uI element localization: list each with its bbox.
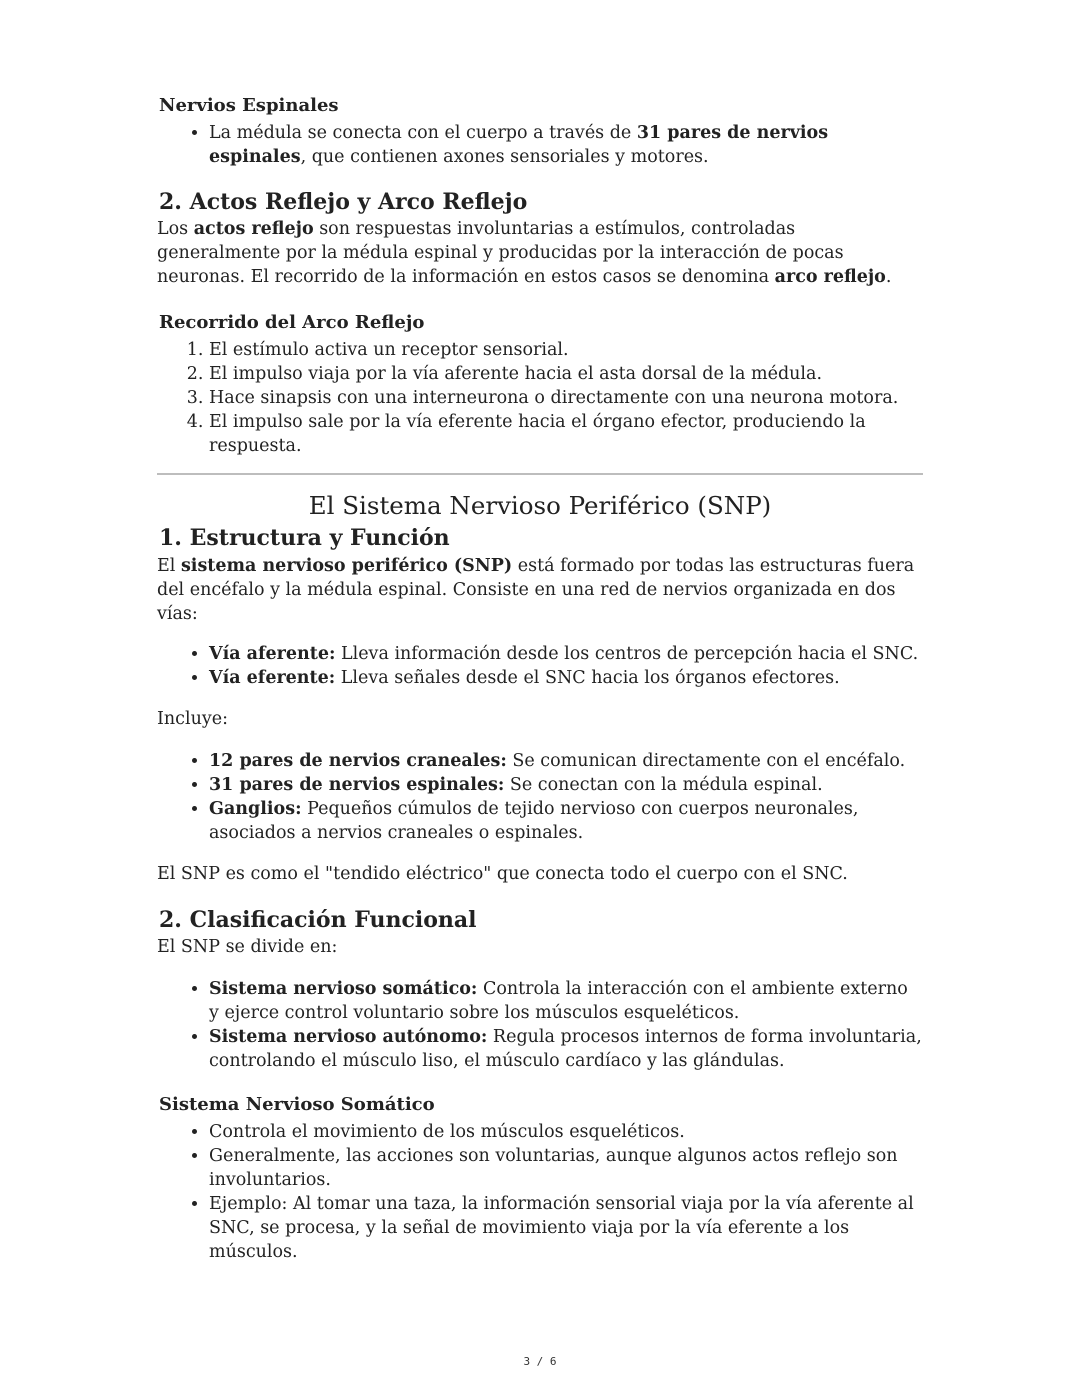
list-item: • Generalmente, las acciones son voluntarias, aunque algunos actos reflejo son involuntarios. (209, 1144, 923, 1192)
list-item: • 31 pares de nervios espinales: Se conectan con la médula espinal. (209, 773, 923, 797)
actos-reflejo-paragraph: Los actos reflejo son respuestas involuntarias a estímulos, controladas generalmente por la médula espinal y producidas por la interacción de pocas neuronas. El recorrido de la información en estos casos se denomina arco reflejo. (157, 219, 892, 287)
recorrido-steps (157, 338, 923, 458)
recorrido-heading: Recorrido del Arco Reflejo (159, 312, 425, 333)
page-title: El Sistema Nervioso Periférico (SNP) (308, 491, 772, 520)
estructura-paragraph: El sistema nervioso periférico (SNP) está formado por todas las estructuras fuera del encéfalo y la médula espinal. Consiste en una red de nervios organizada en dos vías: (157, 556, 915, 624)
list-item: • La médula se conecta con el cuerpo a través de 31 pares de nervios espinales, que contienen axones sensoriales y motores. (209, 121, 923, 169)
snp-analogy: El SNP es como el "tendido eléctrico" que conecta todo el cuerpo con el SNC. (157, 864, 848, 884)
nervios-espinales-heading: Nervios Espinales (159, 95, 339, 116)
list-item: 3. Hace sinapsis con una interneurona o directamente con una neurona motora. (209, 386, 923, 410)
incluye-list (157, 749, 923, 845)
somatico-list (157, 1120, 923, 1264)
nervios-espinales-list (157, 121, 923, 169)
clasificacion-list (157, 977, 923, 1073)
list-item: • Ganglios: Pequeños cúmulos de tejido nervioso con cuerpos neuronales, asociados a nervios craneales o espinales. (209, 797, 923, 845)
list-item: • Sistema nervioso somático: Controla la interacción con el ambiente externo y ejerce control voluntario sobre los músculos esqueléticos. (209, 977, 923, 1025)
list-item: • Vía aferente: Lleva información desde los centros de percepción hacia el SNC. (209, 642, 923, 666)
somatico-heading: Sistema Nervioso Somático (159, 1094, 435, 1115)
list-item: • Controla el movimiento de los músculos esqueléticos. (209, 1120, 923, 1144)
list-item: 4. El impulso sale por la vía eferente hacia el órgano efector, produciendo la respuesta. (209, 410, 923, 458)
list-item: • Vía eferente: Lleva señales desde el SNC hacia los órganos efectores. (209, 666, 923, 690)
actos-reflejo-heading: 2. Actos Reflejo y Arco Reflejo (159, 189, 528, 215)
list-item: • 12 pares de nervios craneales: Se comunican directamente con el encéfalo. (209, 749, 923, 773)
list-item: 2. El impulso viaja por la vía aferente hacia el asta dorsal de la médula. (209, 362, 923, 386)
page-number: 3 / 6 (523, 1355, 557, 1368)
clasificacion-intro: El SNP se divide en: (157, 937, 338, 957)
vias-list (157, 642, 923, 690)
document-page (157, 0, 923, 1264)
list-item: • Ejemplo: Al tomar una taza, la información sensorial viaja por la vía aferente al SNC, se procesa, y la señal de movimiento viaja por la vía eferente a los músculos. (209, 1192, 923, 1264)
incluye-label: Incluye: (157, 709, 228, 729)
list-item: 1. El estímulo activa un receptor sensorial. (209, 338, 923, 362)
section-divider (157, 473, 923, 475)
clasificacion-heading: 2. Clasificación Funcional (159, 907, 477, 933)
list-item: • Sistema nervioso autónomo: Regula procesos internos de forma involuntaria, controlando el músculo liso, el músculo cardíaco y las glándulas. (209, 1025, 923, 1073)
estructura-heading: 1. Estructura y Función (159, 525, 450, 551)
